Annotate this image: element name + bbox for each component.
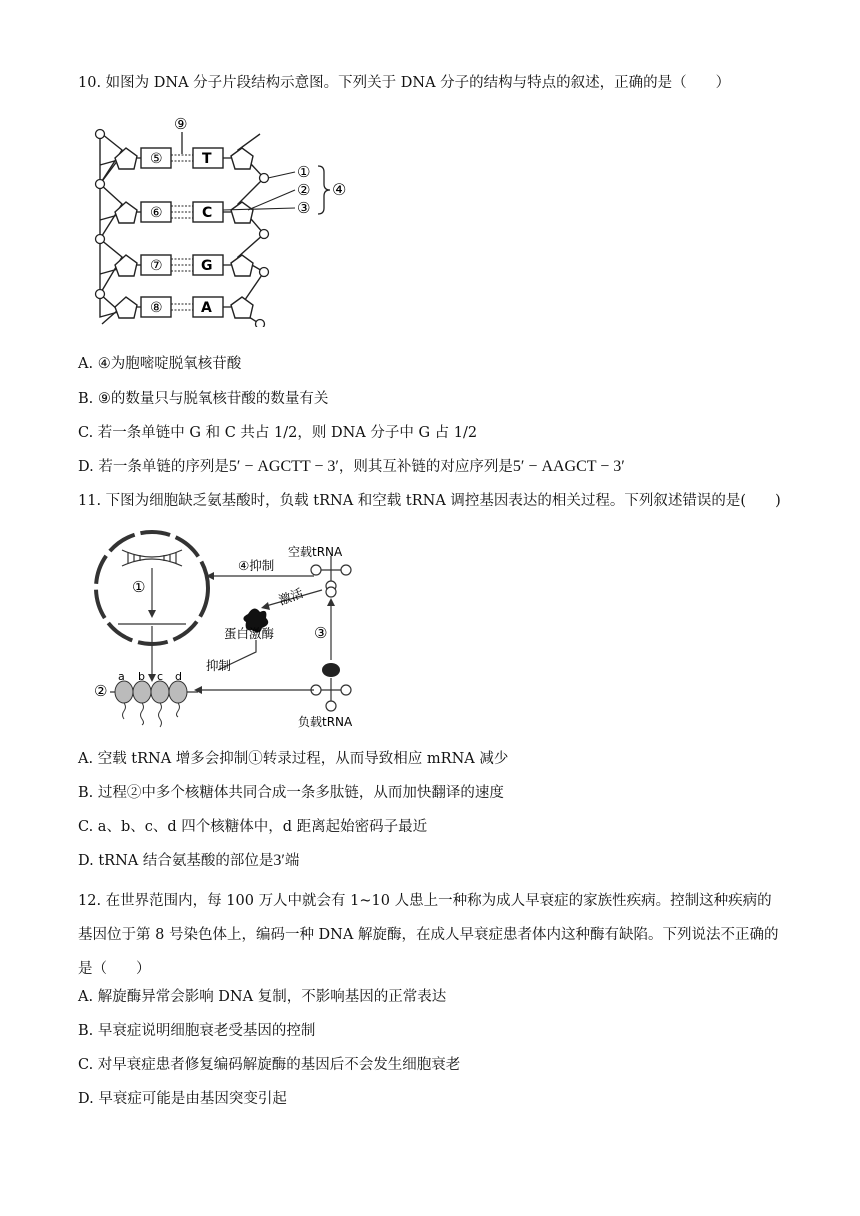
sequence: 3′: [273, 852, 285, 869]
process-2-label: ②: [94, 682, 108, 700]
hydrogen-bond-label: ⑨: [174, 115, 188, 133]
base-label: A: [201, 300, 212, 316]
trna-regulation-figure: [88, 530, 378, 735]
dna-structure-figure: [88, 112, 358, 327]
loaded-trna-label: 负载tRNA: [298, 715, 353, 729]
q10-option-b: B. ⑨的数量只与脱氧核苷酸的数量有关: [78, 391, 329, 407]
q11-option-d: [78, 851, 299, 871]
q12-option-a: A. 解旋酶异常会影响 DNA 复制，不影响基因的正常表达: [78, 989, 447, 1005]
q10-option-c: C. 若一条单链中 G 和 C 共占 1/2，则 DNA 分子中 G 占 1/2: [78, 425, 478, 441]
q12-stem: 12. 在世界范围内，每 100 万人中就会有 1~10 人患上一种称为成人早衰症的家族性疾病。控制这种疾病的基因位于第 8 号染色体上，编码一种 DNA 解旋酶，在成人早衰症患者体内这种酶有缺陷。下列说法不正确的是（ ）: [78, 893, 779, 977]
base-label: ⑤: [150, 151, 163, 167]
part-label: ①: [297, 163, 311, 181]
process-1-label: ①: [132, 578, 146, 596]
activate-label: 激活: [276, 585, 306, 608]
part-label: ③: [297, 199, 311, 217]
option-text: 端: [284, 853, 300, 869]
q11-stem: 11. 下图为细胞缺乏氨基酸时，负载 tRNA 和空载 tRNA 调控基因表达的相关过程。下列叙述错误的是( ): [78, 493, 781, 509]
base-label: ⑥: [150, 205, 163, 221]
brace-label: ④: [332, 180, 347, 199]
q11-option-a: A. 空载 tRNA 增多会抑制①转录过程，从而导致相应 mRNA 减少: [78, 751, 509, 767]
option-text: D. 若一条单链的序列是: [78, 459, 229, 475]
q12-option-b: B. 早衰症说明细胞衰老受基因的控制: [78, 1023, 316, 1039]
q11-option-c: C. a、b、c、d 四个核糖体中，d 距离起始密码子最近: [78, 819, 428, 835]
base-label: G: [201, 258, 213, 274]
q12-option-c: C. 对早衰症患者修复编码解旋酶的基因后不会发生细胞衰老: [78, 1057, 461, 1073]
option-text: D. tRNA 结合氨基酸的部位是: [78, 853, 274, 869]
kinase-label: 蛋白激酶: [224, 626, 275, 641]
inhibit-label: 抑制: [206, 658, 232, 673]
ribosome-label: b: [138, 670, 145, 683]
base-label: ⑧: [150, 300, 163, 316]
empty-trna-label: 空载tRNA: [288, 545, 343, 559]
option-text: ，则其互补链的对应序列是: [338, 459, 513, 475]
part-label: ②: [297, 181, 311, 199]
q10-stem: 10. 如图为 DNA 分子片段结构示意图。下列关于 DNA 分子的结构与特点的叙述，正确的是（ ）: [78, 75, 731, 91]
ribosome-label: c: [157, 670, 164, 683]
base-label: C: [202, 205, 213, 221]
sequence: 5′ − AAGCT − 3′: [512, 458, 625, 475]
base-label: ⑦: [150, 258, 163, 274]
inhibit4-label: ④抑制: [238, 558, 275, 573]
q10-option-a: A. ④为胞嘧啶脱氧核苷酸: [78, 356, 242, 372]
ribosome-label: a: [118, 670, 125, 683]
q11-option-b: B. 过程②中多个核糖体共同合成一条多肽链，从而加快翻译的速度: [78, 785, 504, 801]
sequence: 5′ − AGCTT − 3′: [228, 458, 339, 475]
process-3-label: ③: [314, 624, 328, 642]
ribosome-label: d: [175, 670, 182, 683]
q12-option-d: D. 早衰症可能是由基因突变引起: [78, 1091, 287, 1107]
q10-option-d: [78, 457, 625, 477]
base-label: T: [202, 151, 212, 167]
